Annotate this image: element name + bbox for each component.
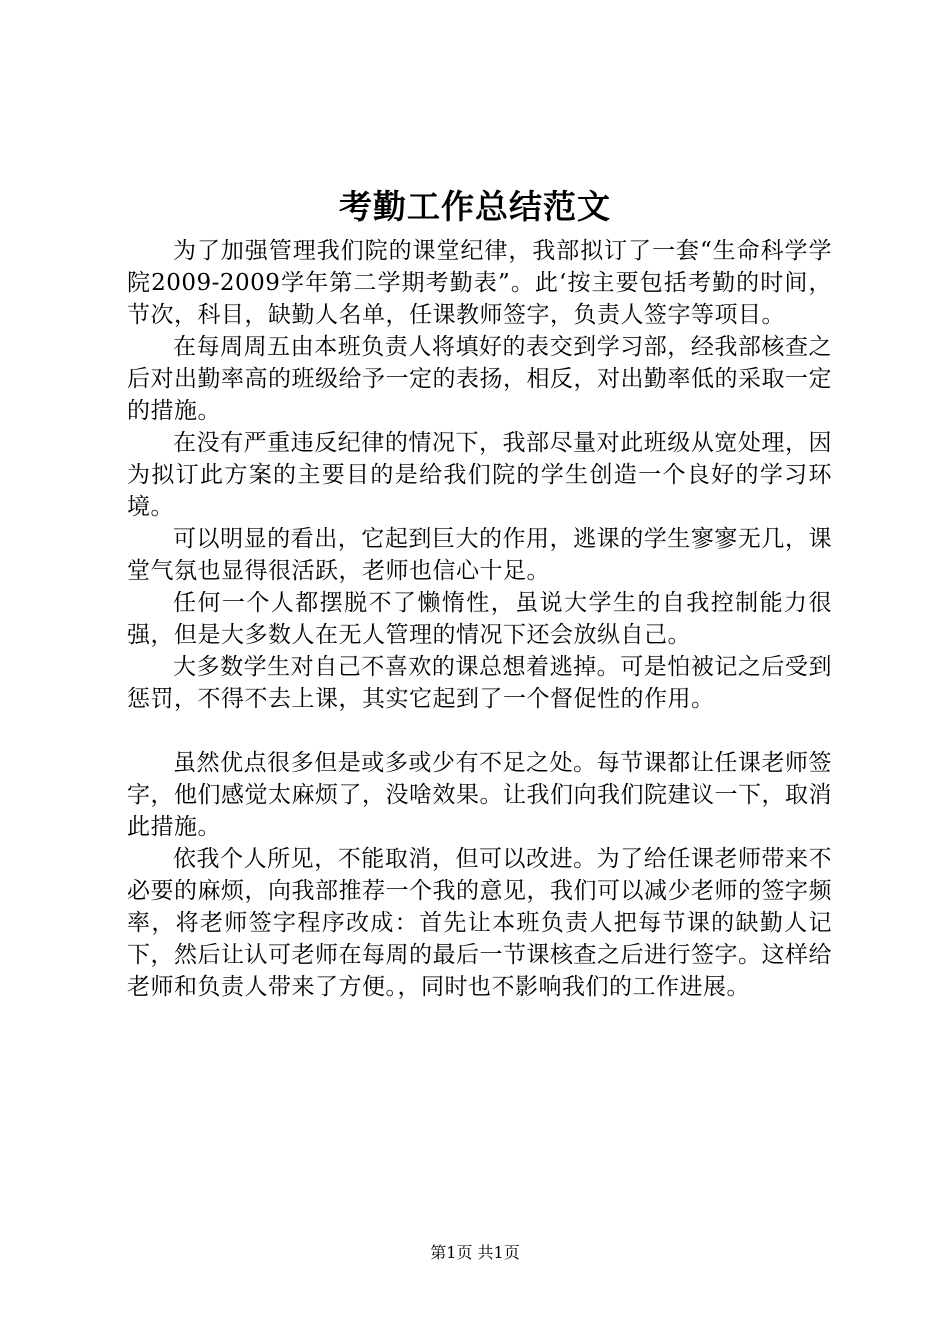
document-body [127,235,832,1003]
paragraph: 大多数学生对自己不喜欢的课总想着逃掉。可是怕被记之后受到惩罚，不得不去上课，其实它起到了一个督促性的作用。 [127,654,832,712]
page-footer: 第1页 共1页 [430,1243,520,1262]
document-title: 考勤工作总结范文 [339,187,611,226]
paragraph: 依我个人所见，不能取消，但可以改进。为了给任课老师带来不必要的麻烦，向我部推荐一个我的意见，我们可以减少老师的签字频率，将老师签字程序改成：首先让本班负责人把每节课的缺勤人记下，然后让认可老师在每周的最后一节课核查之后进行签字。这样给老师和负责人带来了方便。，同时也不影响我们的工作进展。 [127,846,832,1000]
paragraph: 在每周周五由本班负责人将填好的表交到学习部，经我部核查之后对出勤率高的班级给予一定的表扬，相反，对出勤率低的采取一定的措施。 [127,334,832,424]
paragraph: 为了加强管理我们院的课堂纪律，我部拟订了一套“生命科学学院2009-2009学年第二学期考勤表”。此‘按主要包括考勤的时间，节次，科目，缺勤人名单，任课教师签字，负责人签字等项目。 [127,238,832,328]
paragraph: 在没有严重违反纪律的情况下，我部尽量对此班级从宽处理，因为拟订此方案的主要目的是给我们院的学生创造一个良好的学习环境。 [127,430,832,520]
paragraph: 任何一个人都摆脱不了懒惰性，虽说大学生的自我控制能力很强，但是大多数人在无人管理的情况下还会放纵自己。 [127,590,832,648]
paragraph: 可以明显的看出，它起到巨大的作用，逃课的学生寥寥无几，课堂气氛也显得很活跃，老师也信心十足。 [127,526,832,584]
paragraph: 虽然优点很多但是或多或少有不足之处。每节课都让任课老师签字，他们感觉太麻烦了，没啥效果。让我们向我们院建议一下，取消此措施。 [127,750,832,840]
